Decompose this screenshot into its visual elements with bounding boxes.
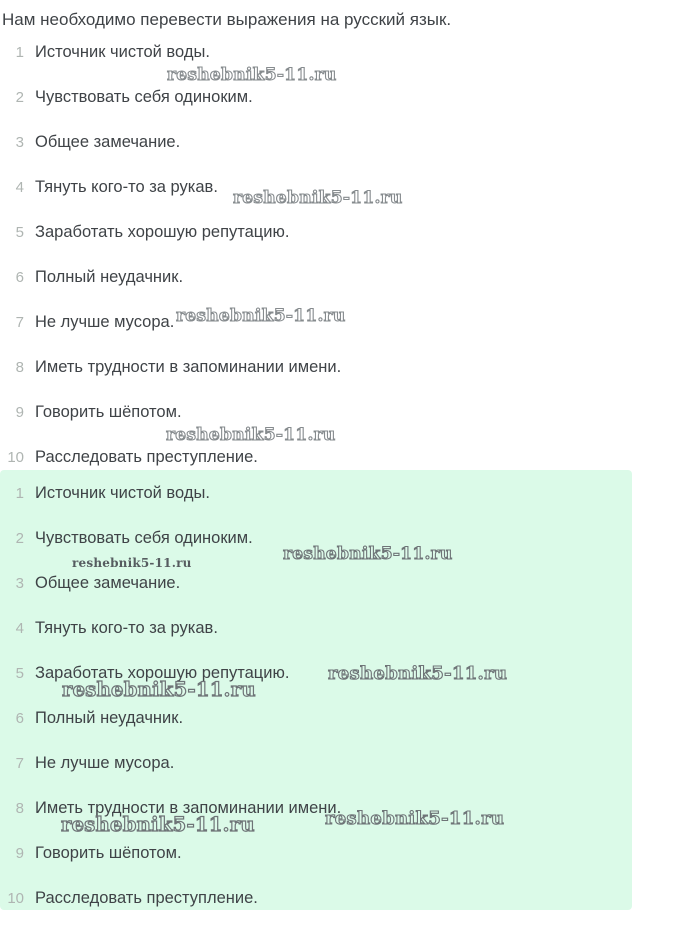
list-item-number: 10 <box>7 890 24 907</box>
list-item <box>0 483 210 503</box>
list-item-number: 6 <box>15 710 24 727</box>
list-item-number: 1 <box>15 44 24 61</box>
list-item-text: Общее замечание. <box>35 574 181 592</box>
list-item-text: Источник чистой воды. <box>35 484 210 502</box>
list-item-text: Источник чистой воды. <box>35 43 210 61</box>
list-item-text: Не лучше мусора. <box>35 754 175 772</box>
page-title: Нам необходимо перевести выражения на русский язык. <box>2 10 452 29</box>
list-item <box>0 177 218 197</box>
list-item-text: Говорить шёпотом. <box>35 403 182 421</box>
list-item-text: Расследовать преступление. <box>35 448 258 466</box>
list-item <box>0 87 253 107</box>
list-item <box>0 222 289 242</box>
list-item-text: Иметь трудности в запоминании имени. <box>35 799 342 817</box>
list-item-number: 3 <box>15 134 24 151</box>
list-item-number: 5 <box>15 665 24 682</box>
list-item-text: Говорить шёпотом. <box>35 844 182 862</box>
list-item-text: Заработать хорошую репутацию. <box>35 223 290 241</box>
list-item-number: 7 <box>15 755 24 772</box>
list-item-text: Иметь трудности в запоминании имени. <box>35 358 342 376</box>
list-item-text: Чувствовать себя одиноким. <box>35 529 253 547</box>
list-item <box>0 528 253 548</box>
list-item <box>0 357 341 377</box>
list-item <box>0 753 174 773</box>
list-item-text: Тянуть кого-то за рукав. <box>35 178 218 196</box>
list-item-number: 7 <box>15 314 24 331</box>
watermark: reshebnik5-11.ru <box>233 188 403 208</box>
list-item-number: 2 <box>15 530 24 547</box>
list-item-text: Расследовать преступление. <box>35 889 258 907</box>
list-item <box>0 312 174 332</box>
list-item-number: 8 <box>15 359 24 376</box>
list-item-number: 1 <box>15 485 24 502</box>
watermark: reshebnik5-11.ru <box>166 425 336 445</box>
list-item-number: 2 <box>15 89 24 106</box>
list-item-number: 9 <box>15 845 24 862</box>
list-item <box>0 402 182 422</box>
list-item-text: Заработать хорошую репутацию. <box>35 664 290 682</box>
list-item <box>0 132 180 152</box>
list-item-text: Чувствовать себя одиноким. <box>35 88 253 106</box>
list-item-number: 5 <box>15 224 24 241</box>
list-item-number: 4 <box>15 179 24 196</box>
list-item-number: 9 <box>15 404 24 421</box>
watermark: reshebnik5-11.ru <box>176 306 346 326</box>
list-item-text: Общее замечание. <box>35 133 181 151</box>
list-item-text: Полный неудачник. <box>35 709 184 727</box>
list-item <box>0 843 182 863</box>
list-item <box>0 618 218 638</box>
list-item <box>0 663 289 683</box>
list-item <box>0 267 183 287</box>
list-item <box>0 798 341 818</box>
list-item-number: 8 <box>15 800 24 817</box>
list-item-number: 10 <box>7 449 24 466</box>
list-item-number: 6 <box>15 269 24 286</box>
list-item-number: 4 <box>15 620 24 637</box>
watermark: reshebnik5-11.ru <box>167 65 337 85</box>
list-item <box>0 447 258 467</box>
list-item-number: 3 <box>15 575 24 592</box>
list-item <box>0 708 183 728</box>
list-item-text: Полный неудачник. <box>35 268 184 286</box>
list-item-text: Тянуть кого-то за рукав. <box>35 619 218 637</box>
list-item <box>0 42 210 62</box>
list-item <box>0 573 180 593</box>
watermark: reshebnik5-11.ru <box>72 556 192 570</box>
list-item-text: Не лучше мусора. <box>35 313 175 331</box>
list-item <box>0 888 258 908</box>
